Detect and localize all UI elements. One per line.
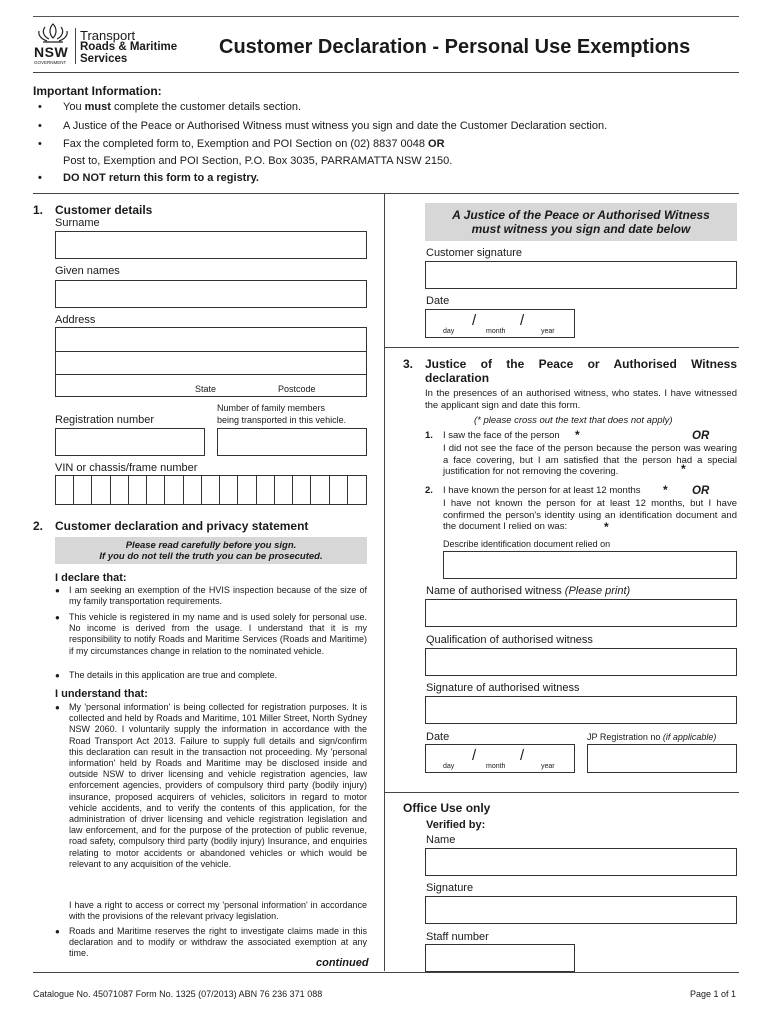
date-slash-1: / (472, 312, 477, 329)
office-rule (384, 792, 739, 793)
witness-date-slash-2: / (520, 747, 525, 764)
logo-divider (75, 28, 76, 64)
vin-cell-divider (146, 476, 147, 504)
office-signature-input[interactable] (425, 896, 737, 924)
postcode-label: Postcode (278, 384, 316, 394)
vin-cell-divider (274, 476, 275, 504)
item2-known-12-months: I have known the person for at least 12 months (443, 485, 641, 496)
logo-rms-line2: Services (80, 53, 128, 65)
vin-cell-divider (183, 476, 184, 504)
witness-signature-input[interactable] (425, 696, 737, 724)
logo-nsw-text: NSW (34, 44, 69, 60)
date-month-label: month (486, 328, 506, 335)
vin-cell-divider (164, 476, 165, 504)
item2-or: OR (692, 485, 710, 497)
declare-item-1: I am seeking an exemption of the HVIS inspection because of the size of my family transportation requirements. (69, 585, 367, 607)
witness-date-input[interactable] (425, 744, 575, 773)
surname-input[interactable] (55, 231, 367, 259)
office-name-input[interactable] (425, 848, 737, 876)
registration-number-input[interactable] (55, 428, 205, 456)
section3-title-line1: Justice of the Peace or Authorised Witness (425, 357, 737, 371)
jp-registration-input[interactable] (587, 744, 737, 773)
family-members-input[interactable] (217, 428, 367, 456)
vin-cell-divider (110, 476, 111, 504)
item1-star-2[interactable]: * (681, 462, 686, 476)
understand-heading: I understand that: (55, 688, 148, 700)
date-day-label: day (443, 328, 455, 335)
describe-doc-label: Describe identification document relied on (443, 539, 611, 549)
footer-catalogue: Catalogue No. 45071087 Form No. 1325 (07/2013) ABN 76 236 371 088 (33, 989, 323, 999)
witness-date-day-label: day (443, 763, 455, 770)
item2-not-known: I have not known the person for at least 12 months, but I have confirmed the person's identity using an identification document and the document I relied on was: (443, 498, 737, 532)
vin-cell-divider (128, 476, 129, 504)
page-title: Customer Declaration - Personal Use Exemptions (219, 36, 691, 58)
describe-doc-input[interactable] (443, 551, 737, 579)
date-year-label: year (541, 328, 555, 335)
witness-banner-line1: A Justice of the Peace or Authorised Witness (452, 208, 710, 222)
footer-rule (33, 972, 739, 973)
continued-label: continued (316, 957, 369, 969)
vin-cell-divider (237, 476, 238, 504)
declare-heading: I declare that: (55, 572, 127, 584)
section1-title: Customer details (55, 203, 153, 217)
vin-cell-divider (292, 476, 293, 504)
footer-page-number: Page 1 of 1 (690, 989, 737, 999)
verified-by-label: Verified by: (426, 819, 486, 831)
item2-number: 2. (425, 485, 433, 496)
customer-signature-label: Customer signature (426, 247, 522, 259)
witness-date-label: Date (426, 731, 450, 743)
understand-item-1b: I have a right to access or correct my 'personal information' in accordance with the provisions of the relevant privacy legislation. (69, 900, 367, 922)
section3-intro: In the presences of an authorised witness, who states. I have witnessed the applicant sign and date this form. (425, 388, 737, 411)
witness-name-label: Name of authorised witness (Please print) (426, 585, 631, 597)
vin-input[interactable] (55, 475, 367, 505)
logo-government-text: GOVERNMENT (34, 60, 67, 65)
waratah-icon (33, 22, 73, 44)
vin-cell-divider (310, 476, 311, 504)
family-members-label-2: being transported in this vehicle. (217, 415, 347, 425)
date-slash-2: / (520, 312, 525, 329)
info-rule (33, 193, 739, 194)
item1-did-not-see: I did not see the face of the person because the person was wearing a face covering, but I am satisfied that the person had a special justification for not removing the covering. (443, 443, 737, 477)
important-heading: Important Information: (33, 84, 162, 98)
vin-cell-divider (201, 476, 202, 504)
surname-label: Surname (55, 217, 100, 229)
item1-star-1[interactable]: * (575, 428, 580, 442)
understand-bullet-2-dot: ● (55, 927, 60, 936)
column-divider (384, 193, 385, 971)
item1-number: 1. (425, 430, 433, 441)
section2-banner-line1: Please read carefully before you sign. (125, 540, 297, 551)
item2-star-2[interactable]: * (604, 520, 609, 534)
jp-registration-label: JP Registration no (if applicable) (587, 732, 717, 742)
declare-bullet-3-dot: ● (55, 671, 60, 680)
header-rule (33, 72, 739, 73)
declare-bullet-1-dot: ● (55, 586, 60, 595)
given-names-input[interactable] (55, 280, 367, 308)
customer-date-input[interactable] (425, 309, 575, 338)
state-label: State (195, 384, 217, 394)
customer-date-label: Date (426, 295, 450, 307)
section2-number: 2. (33, 519, 44, 533)
vin-cell-divider (347, 476, 348, 504)
section3-crossout-note: (* please cross out the text that does not apply) (474, 415, 673, 426)
qualification-input[interactable] (425, 648, 737, 676)
witness-banner (425, 203, 737, 241)
qualification-label: Qualification of authorised witness (426, 634, 593, 646)
witness-name-input[interactable] (425, 599, 737, 627)
given-names-label: Given names (55, 265, 120, 277)
section2-title: Customer declaration and privacy statement (55, 519, 309, 533)
witness-signature-label: Signature of authorised witness (426, 682, 580, 694)
understand-item-1: My 'personal information' is being collected for registration purposes. It is collected and held by Roads and Maritime, 101 Miller Street, North Sydney NSW 2060. I voluntarily supply the information in accordance with the Road Transport Act 2013. Failure to supply full details and sign/confirm this declaration can result in the transaction not proceeding. My 'personal information' held by Roads and Maritime may be disclosed inside and outside NSW to driver licensing and vehicle registration agencies, law enforcement agencies, providers of compulsory third party (bodily injury) insurance, proposed acquirers of vehicles, solicitors in regard to motor vehicle accidents, and to verify the contents of this application, for the administration of driver licensing and vehicle registration legislation and law enforcement, and for the purpose of the protection of public revenue, road safety, compulsory third party (bodily injury) Insurance, and enquiries relating to motor accidents or abandoned vehicles or which would be relevant to any acquisition of the vehicle. (69, 702, 367, 869)
staff-number-label: Staff number (426, 931, 489, 943)
item2-star-1[interactable]: * (663, 483, 668, 497)
item1-saw-face: I saw the face of the person (443, 430, 560, 441)
understand-bullet-1-dot: ● (55, 703, 60, 712)
customer-signature-input[interactable] (425, 261, 737, 289)
section3-number: 3. (403, 357, 414, 371)
item1-or: OR (692, 430, 710, 442)
office-signature-label: Signature (426, 882, 474, 894)
vin-cell-divider (219, 476, 220, 504)
witness-rule (384, 347, 739, 348)
witness-banner-line2: must witness you sign and date below (471, 222, 691, 236)
vin-cell-divider (256, 476, 257, 504)
staff-number-input[interactable] (425, 944, 575, 972)
declare-bullet-2-dot: ● (55, 613, 60, 622)
vin-label: VIN or chassis/frame number (55, 462, 198, 474)
registration-number-label: Registration number (55, 414, 155, 426)
family-members-label-1: Number of family members (217, 403, 326, 413)
declare-item-3: The details in this application are true and complete. (69, 670, 278, 680)
witness-date-month-label: month (486, 763, 506, 770)
office-heading: Office Use only (403, 801, 491, 815)
logo-rms-line1: Roads & Maritime (80, 41, 178, 53)
witness-date-slash-1: / (472, 747, 477, 764)
vin-cell-divider (73, 476, 74, 504)
office-name-label: Name (426, 834, 456, 846)
witness-date-year-label: year (541, 763, 555, 770)
address-line-divider-1 (56, 351, 366, 352)
section3-title-line2: declaration (425, 371, 490, 385)
top-rule (33, 16, 739, 17)
vin-cell-divider (91, 476, 92, 504)
section2-banner (55, 537, 367, 564)
section1-number: 1. (33, 203, 44, 217)
understand-item-2: Roads and Maritime reserves the right to investigate claims made in this declaration and to modify or withdraw the associated exemption at any time. (69, 926, 367, 959)
vin-cell-divider (329, 476, 330, 504)
address-input[interactable] (55, 327, 367, 397)
logo-transport: Transport (80, 28, 136, 43)
declare-item-2: This vehicle is registered in my name and is used solely for personal use. No income is derived from the usage. I understand that it is my responsibility to notify Roads and Maritime Services (Roads and Maritime) if my circumstances change in relation to the nominated vehicle. (69, 612, 367, 656)
nsw-logo (33, 22, 73, 66)
section2-banner-line2: If you do not tell the truth you can be prosecuted. (99, 551, 323, 562)
address-line-divider-2 (56, 374, 366, 375)
address-label: Address (55, 314, 96, 326)
